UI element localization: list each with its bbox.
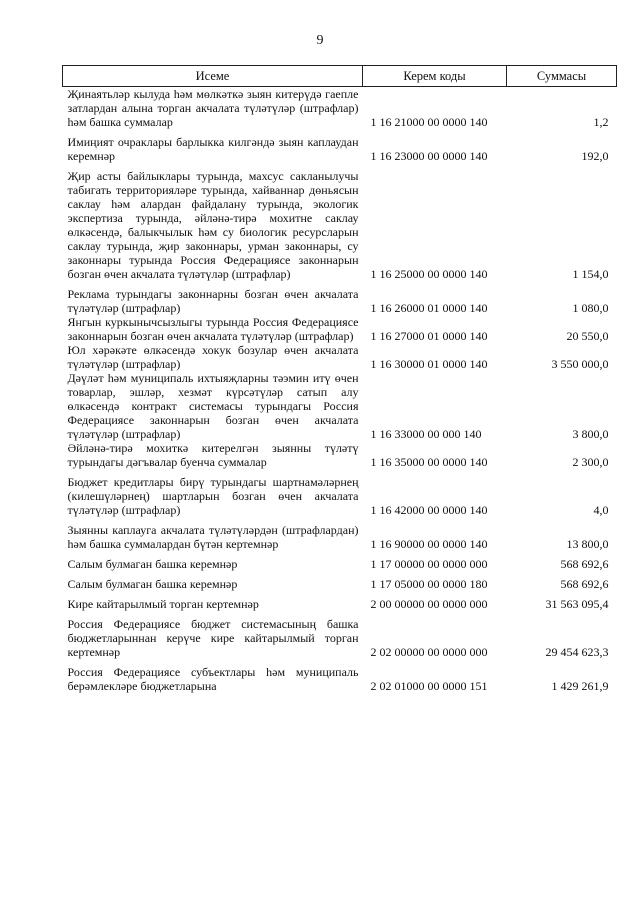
row-code: 1 17 05000 00 0000 180: [370, 577, 488, 591]
row-amount: 13 800,0: [566, 537, 609, 551]
row-amount: 192,0: [581, 149, 609, 163]
row-code: 1 16 27000 01 0000 140: [370, 329, 488, 343]
row-code: 1 16 21000 00 0000 140: [370, 115, 488, 129]
row-amount: 568 692,6: [560, 557, 609, 571]
row-code: 1 16 35000 00 0000 140: [370, 455, 488, 469]
row-amount: 20 550,0: [566, 329, 609, 343]
row-name: Дәүләт һәм муниципаль ихтыяҗларны тәэмин итү өчен товарлар, эшләр, хезмәт күрсәтүләр сатып алу өлкәсендә контракт системасы турындагы Россия Федерациясе законнарын бозган өчен акчалата түләтүләр (штрафлар): [67, 371, 359, 441]
row-amount: 29 454 623,3: [545, 645, 609, 659]
row-name: Россия Федерациясе субъектлары һәм муниципаль берәмлекләре бюджетларына: [67, 665, 359, 693]
row-amount: 3 800,0: [572, 427, 609, 441]
table-row: [63, 343, 617, 371]
row-name: Салым булмаган башка керемнәр: [67, 577, 238, 591]
row-code: 1 17 00000 00 0000 000: [370, 557, 488, 571]
header-name: Исеме: [63, 66, 363, 87]
row-code: 1 16 30000 01 0000 140: [370, 357, 488, 371]
table-row: [63, 281, 617, 315]
table-row: [63, 659, 617, 693]
table-row: [63, 163, 617, 281]
row-amount: 2 300,0: [572, 455, 609, 469]
table-header-row: [63, 66, 617, 87]
table-row: [63, 591, 617, 611]
table-row: [63, 469, 617, 517]
header-amount: Суммасы: [507, 66, 617, 87]
row-amount: 1 154,0: [572, 267, 609, 281]
row-code: 1 16 90000 00 0000 140: [370, 537, 488, 551]
row-code: 1 16 42000 00 0000 140: [370, 503, 488, 517]
row-amount: 568 692,6: [560, 577, 609, 591]
header-code: Керем коды: [363, 66, 507, 87]
row-name: Имиңият очраклары барлыкка килгәндә зыян каплаудан керемнәр: [67, 135, 359, 163]
row-name: Реклама турындагы законнарны бозган өчен акчалата түләтүләр (штрафлар): [67, 287, 359, 315]
row-code: 1 16 26000 01 0000 140: [370, 301, 488, 315]
row-amount: 3 550 000,0: [551, 357, 609, 371]
row-code: 1 16 33000 00 000 140: [370, 427, 482, 441]
row-code: 1 16 23000 00 0000 140: [370, 149, 488, 163]
table-row: [63, 551, 617, 571]
row-code: 2 02 00000 00 0000 000: [370, 645, 488, 659]
row-amount: 1 429 261,9: [551, 679, 609, 693]
row-name: Кире кайтарылмый торган кертемнәр: [67, 597, 259, 611]
row-name: Җинаятьләр кылуда һәм мөлкәткә зыян китерүдә гаепле затлардан алына торган акчалата түләтүләр (штрафлар) һәм башка суммалар: [67, 87, 359, 129]
row-name: Җир асты байлыклары турында, махсус сакланылучы табигать территорияләре турында, хайваннар дөньясын саклау һәм алардан файдалану турында, экологик экспертиза турында, әйләнә-тирә мохитне саклау өлкәсендә, балыкчылык һәм су биологик ресурсларын саклау турында, җир законнары, урман законнары, су законнары турында Россия Федерациясе законнарын бозган өчен акчалата түләтүләр (штрафлар): [67, 169, 359, 281]
row-code: 2 02 01000 00 0000 151: [370, 679, 488, 693]
row-name: Юл хәрәкәте өлкәсендә хокук бозулар өчен акчалата түләтүләр (штрафлар): [67, 343, 359, 371]
row-name: Зыянны каплауга акчалата түләтүләрдән (штрафлардан) һәм башка суммалардан бүтән кертемнәр: [67, 523, 359, 551]
table-row: [63, 441, 617, 469]
table-row: [63, 571, 617, 591]
table-row: [63, 517, 617, 551]
table-row: [63, 611, 617, 659]
row-name: Россия Федерациясе бюджет системасының башка бюджетларыннан керүче кире кайтарылмый торган кертемнәр: [67, 617, 359, 659]
table-row: [63, 129, 617, 163]
row-amount: 1,2: [593, 115, 609, 129]
row-amount: 1 080,0: [572, 301, 609, 315]
row-amount: 31 563 095,4: [545, 597, 609, 611]
table-row: [63, 315, 617, 343]
table-row: [63, 87, 617, 130]
row-code: 1 16 25000 00 0000 140: [370, 267, 488, 281]
table-row: [63, 371, 617, 441]
row-code: 2 00 00000 00 0000 000: [370, 597, 488, 611]
row-name: Салым булмаган башка керемнәр: [67, 557, 238, 571]
row-name: Бюджет кредитлары бирү турындагы шартнамәләрнең (килешүләрнең) шартларын бозган өчен акчалата түләтүләр (штрафлар): [67, 475, 359, 517]
page-number: 9: [316, 33, 324, 48]
row-amount: 4,0: [593, 503, 609, 517]
budget-revenue-table: [62, 65, 617, 693]
row-name: Янгын куркынычсызлыгы турында Россия Федерациясе законнарын бозган өчен акчалата түләтүләр (штрафлар): [67, 315, 359, 343]
row-name: Әйләнә-тирә мохиткә китерелгән зыянны түләтү турындагы дәгъвалар буенча суммалар: [67, 441, 359, 469]
